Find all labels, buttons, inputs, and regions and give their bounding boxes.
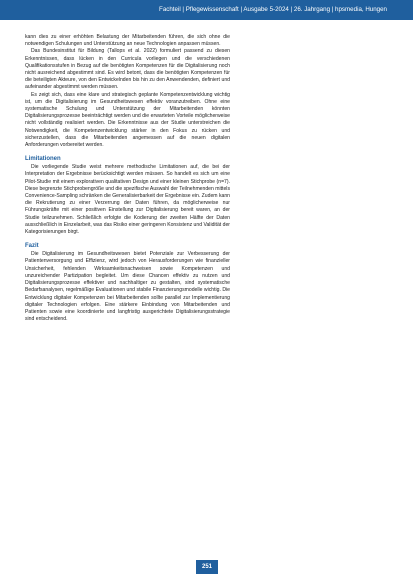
paragraph: Die vorliegende Studie weist mehrere methodische Limitationen auf, die bei der Interpretation der Ergebnisse berücksichtigt werden müssen. So handelt es sich um eine Pilot-Studie mit einem explorativen qualitativen Design und einer kleinen Stichprobe (n=7). Diese begrenzte Stichprobengröße und die spezifische Auswahl der Teilnehmenden mittels Convenience-Sampling schränken die Generalisierbarkeit der Ergebnisse ein. Zudem kann die Rekrutierung zu einer Verzerrung der Daten führen, da möglicherweise nur Führungskräfte mit einer positiven Einstellung zur Digitalisierung bereit waren, an der Studie teilzunehmen. Schließlich erfolgte die Kodierung der zweiten Hälfte der Daten ausschließlich in Einzelarbeit, was das Risiko einer geringeren Konsistenz und Validität der Kategorisierungen birgt. <box>25 164 230 236</box>
right-margin <box>391 20 413 585</box>
page-number-text: 251 <box>201 564 212 570</box>
paragraph: Das Bundesinstitut für Bildung (Tallops et al. 2022) formuliert passend zu diesen Erkenntnissen, dass lücken in den Curricula vorliegen und die verschiedenen Qualifikationsstufen in Bezug auf die benötigten Kompetenzen für die Digitalisierung noch nicht ausreichend abgestimmt sind. Es wird betont, dass die benötigten Kompetenzen für die beteiligten Akteure, von den Entwickelnden bis hin zu den Anwendenden, definiert und aufeinander abgestimmt werden müssen. <box>25 48 230 91</box>
running-header-text: Fachteil | Pflegewissenschaft | Ausgabe 5-2024 | 26. Jahrgang | hpsmedia, Hungen <box>159 6 387 13</box>
paragraph: kann dies zu einer erhöhten Belastung der Mitarbeitenden führen, die sich ohne die notwendigen Schulungen und Unterstützung an neue Technologien anpassen müssen. <box>25 34 230 48</box>
paragraph: Die Digitalisierung im Gesundheitswesen bietet Potenziale zur Verbesserung der Patientenversorgung und Effizienz, wird jedoch von Herausforderungen wie finanzieller Unsicherheit, fehlenden Wirksamkeitsnachweisen sowie Kompetenzen und unzureichender Partizipation begleitet. Um diese Chancen effektiv zu nutzen und Digitalisierungsprozesse effektiver und nachhaltiger zu gestalten, sind systematische Bedarfsanalysen, regelmäßige Evaluationen und stabile Finanzierungsmodelle wichtig. Die Entwicklung digitaler Kompetenzen bei Mitarbeitenden sollte parallel zur Implementierung digitaler Technologien erfolgen. Eine stärkere Einbindung von Mitarbeitenden und Patienten sowie eine koordinierte und langfristig ausgerichtete Digitalisierungsstrategie sind entscheidend. <box>25 251 230 323</box>
page-number <box>196 560 218 574</box>
text-column <box>25 34 230 323</box>
section-heading-limitations: Limitationen <box>25 156 61 163</box>
section-heading-fazit: Fazit <box>25 243 39 250</box>
paragraph: Es zeigt sich, dass eine klare und strategisch geplante Kompetenzentwicklung wichtig ist, um die Digitalisierung im Gesundheitswesen effektiv voranzutreiben. Ohne eine systematische Schulung und Unterstützung der Mitarbeitenden könnten Digitalisierungsprozesse beeinträchtigt werden und die erwarteten Vorteile möglicherweise nicht vollständig realisiert werden. Die Erkenntnisse aus der Studie unterstreichen die Notwendigkeit, die Kompetenzentwicklung stärker in den Fokus zu rücken und sicherzustellen, dass die Mitarbeitenden angemessen auf die neuen digitalen Anforderungen vorbereitet werden. <box>25 91 230 149</box>
running-header <box>0 0 413 20</box>
